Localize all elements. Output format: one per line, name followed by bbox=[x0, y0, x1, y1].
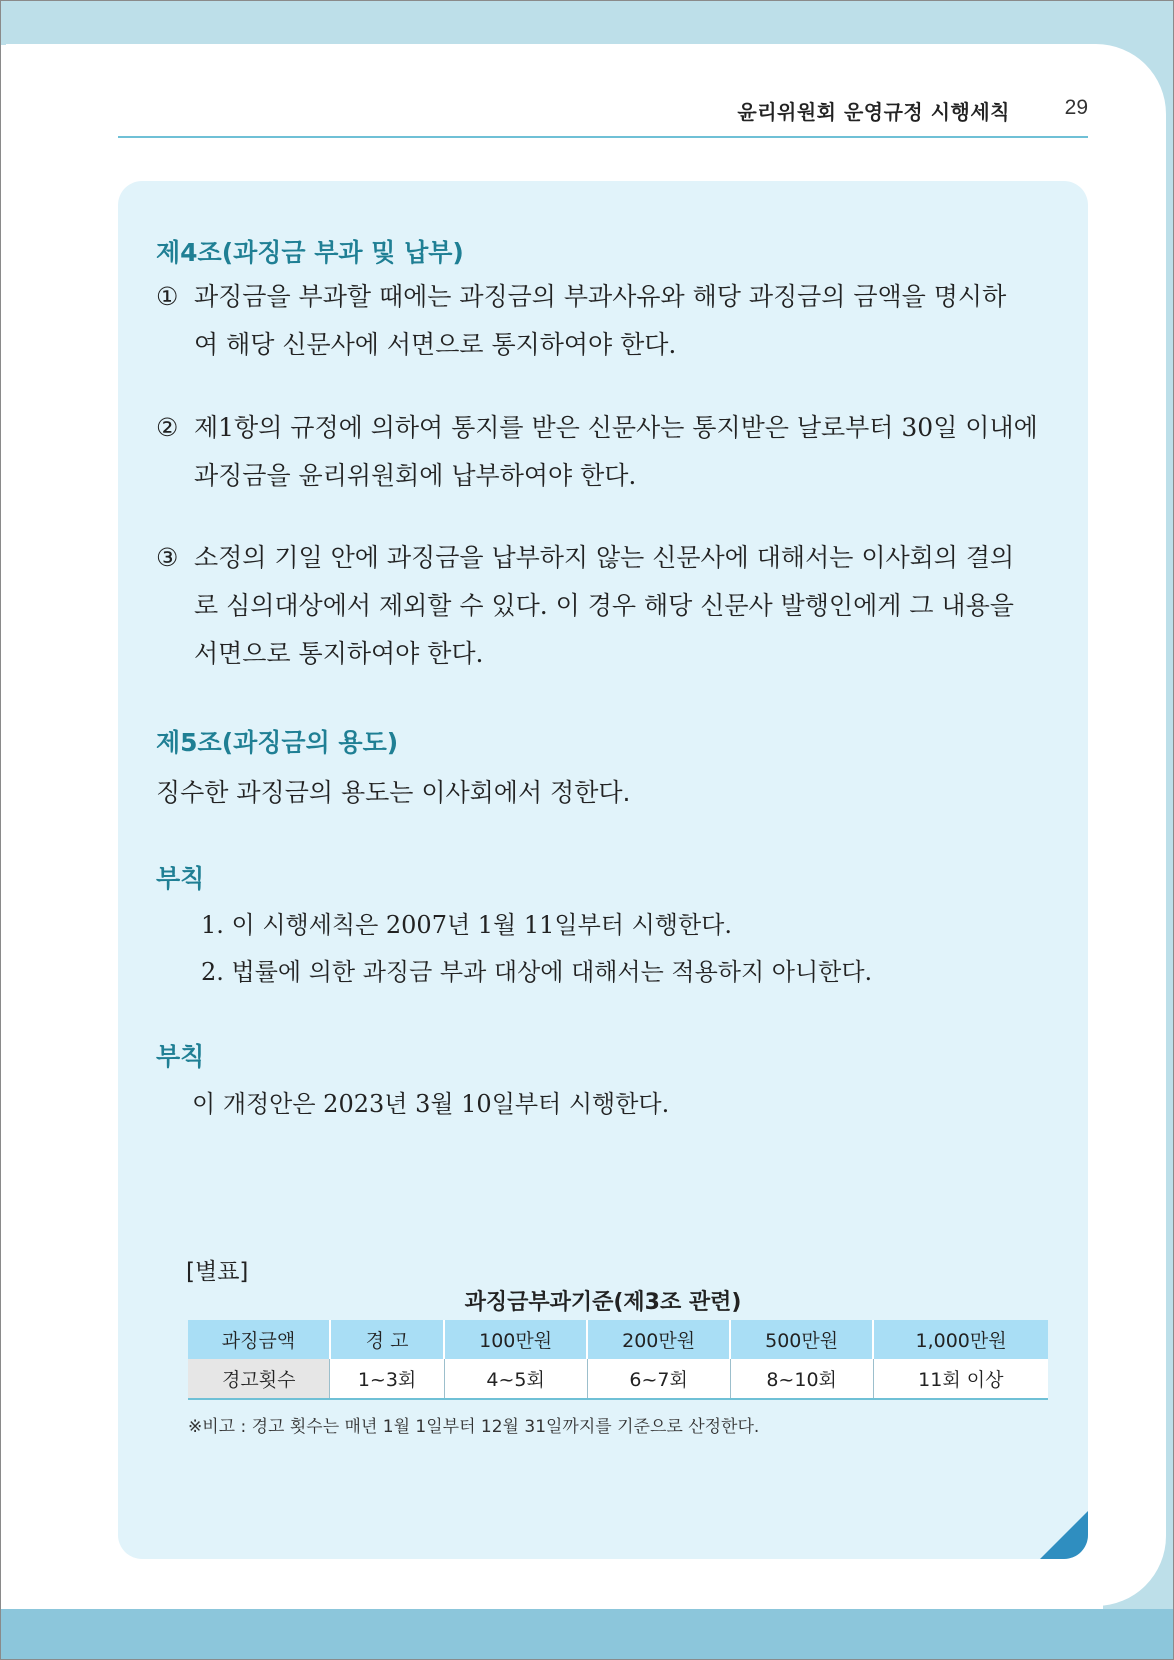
table-cell: 1~3회 bbox=[330, 1359, 444, 1399]
table-header-cell: 1,000만원 bbox=[873, 1320, 1048, 1359]
running-header bbox=[118, 96, 1088, 138]
item-text: 소정의 기일 안에 과징금을 납부하지 않는 신문사에 대해서는 이사회의 결의 bbox=[194, 543, 1015, 572]
header-title: 윤리위원회 운영규정 시행세칙 bbox=[737, 100, 1010, 124]
table-title: 과징금부과기준(제3조 관련) bbox=[464, 1290, 742, 1315]
item-text: 과징금을 부과할 때에는 과징금의 부과사유와 해당 과징금의 금액을 명시하 bbox=[194, 282, 1007, 311]
table-note: ※비고 : 경고 횟수는 매년 1월 1일부터 12월 31일까지를 기준으로 산정한다. bbox=[188, 1417, 760, 1437]
table-header-cell: 과징금액 bbox=[188, 1320, 330, 1359]
item-number: ③ bbox=[156, 543, 179, 572]
article4-item-1 bbox=[156, 273, 1056, 369]
page-number: 29 bbox=[1064, 96, 1088, 119]
table-header-row bbox=[188, 1320, 1048, 1359]
table-header-cell: 경 고 bbox=[330, 1320, 444, 1359]
table-header-cell: 500만원 bbox=[730, 1320, 873, 1359]
item-number: ② bbox=[156, 413, 179, 442]
article4-item-3 bbox=[156, 534, 1056, 678]
penalty-table bbox=[188, 1320, 1048, 1400]
content-panel bbox=[118, 181, 1088, 1559]
table-header-cell: 100만원 bbox=[444, 1320, 587, 1359]
article4-item-2 bbox=[156, 404, 1056, 500]
table-row bbox=[188, 1359, 1048, 1399]
bottom-decor-band bbox=[1, 1609, 1173, 1659]
supplement1-item-2: 2. 법률에 의한 과징금 부과 대상에 대해서는 적용하지 아니한다. bbox=[201, 958, 873, 986]
article5-text: 징수한 과징금의 용도는 이사회에서 정한다. bbox=[156, 778, 631, 807]
item-text: 로 심의대상에서 제외할 수 있다. 이 경우 해당 신문사 발행인에게 그 내용을 bbox=[194, 591, 1014, 620]
table-cell: 4~5회 bbox=[444, 1359, 587, 1399]
top-decor-band bbox=[1, 1, 1173, 45]
table-cell: 8~10회 bbox=[730, 1359, 873, 1399]
item-text: 과징금을 윤리위원회에 납부하여야 한다. bbox=[194, 461, 637, 490]
supplement2-text: 이 개정안은 2023년 3월 10일부터 시행한다. bbox=[192, 1090, 670, 1118]
table-row-head: 경고횟수 bbox=[188, 1359, 330, 1399]
supplement2-heading: 부칙 bbox=[156, 1042, 205, 1071]
annex-label: [별표] bbox=[186, 1259, 249, 1285]
item-text: 여 해당 신문사에 서면으로 통지하여야 한다. bbox=[194, 330, 677, 359]
table-header-cell: 200만원 bbox=[587, 1320, 730, 1359]
table-cell: 11회 이상 bbox=[873, 1359, 1048, 1399]
item-number: ① bbox=[156, 282, 179, 311]
article4-heading: 제4조(과징금 부과 및 납부) bbox=[156, 238, 464, 267]
item-text: 서면으로 통지하여야 한다. bbox=[194, 639, 484, 668]
supplement1-heading: 부칙 bbox=[156, 864, 205, 893]
page-corner-fold bbox=[1040, 1511, 1088, 1559]
item-text: 제1항의 규정에 의하여 통지를 받은 신문사는 통지받은 날로부터 30일 이내에 bbox=[194, 413, 1038, 442]
article5-heading: 제5조(과징금의 용도) bbox=[156, 728, 399, 757]
table-cell: 6~7회 bbox=[587, 1359, 730, 1399]
supplement1-item-1: 1. 이 시행세칙은 2007년 1월 11일부터 시행한다. bbox=[201, 911, 732, 939]
